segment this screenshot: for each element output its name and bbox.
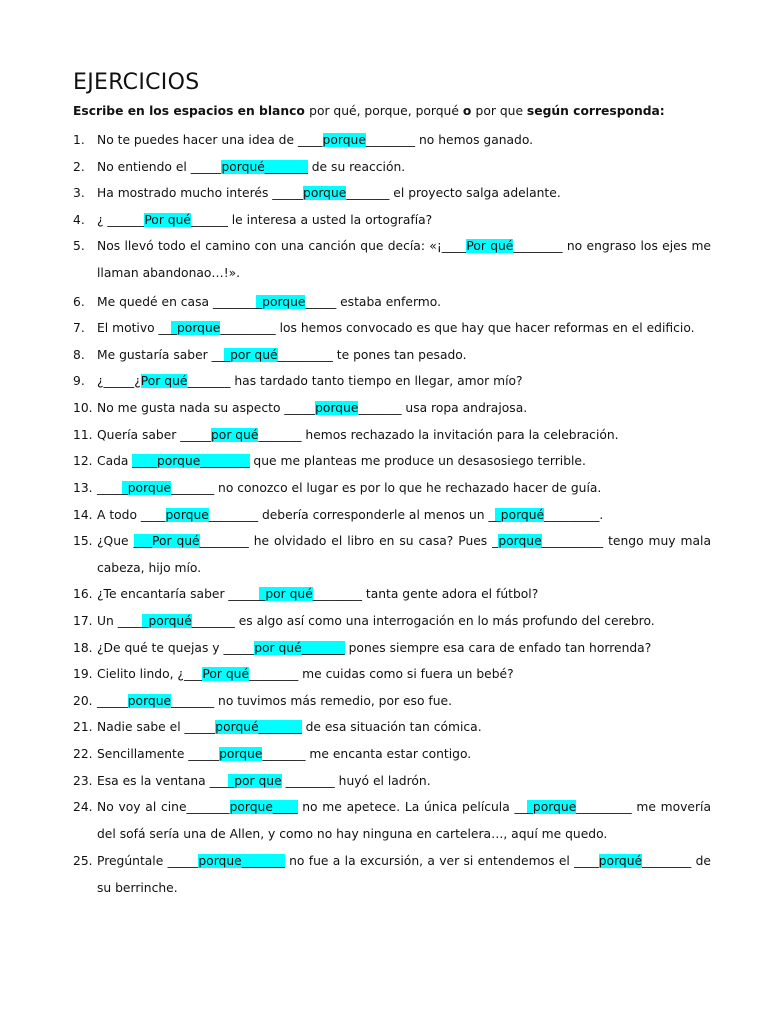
exercise-text-segment: _______ usa ropa andrajosa.: [358, 401, 528, 415]
exercise-text-segment: ¿_____¿: [97, 374, 141, 388]
exercise-text-segment: ¿Que: [97, 534, 134, 548]
exercise-text: [97, 688, 711, 715]
exercise-number: 18.: [73, 641, 93, 655]
exercise-number: 7.: [73, 321, 85, 335]
exercise-number: 24.: [73, 800, 93, 814]
exercise-text-segment: ______ le interesa a usted la ortografía?: [190, 213, 433, 227]
exercise-text: [97, 395, 711, 422]
exercise-text-segment: Me gustaría saber __: [97, 348, 224, 362]
answer-highlight: porque: [303, 186, 347, 200]
exercise-text-segment: _________ te pones tan pesado.: [277, 348, 467, 362]
exercise-number: 21.: [73, 720, 93, 734]
exercise-text-segment: A todo ____: [97, 508, 166, 522]
exercise-text: [97, 448, 711, 475]
exercise-text-segment: Quería saber _____: [97, 428, 211, 442]
exercise-text: [97, 233, 711, 286]
answer-highlight: porque: [219, 747, 263, 761]
answer-highlight: ____porque________: [132, 454, 250, 468]
exercise-text-segment: no fue a la excursión, a ver si entendemos el ____: [284, 854, 599, 868]
answer-highlight: porque_______: [198, 854, 285, 868]
exercise-item: [73, 661, 711, 688]
exercise-text: [97, 794, 711, 847]
exercise-text-segment: _______ no tuvimos más remedio, por eso fue.: [171, 694, 452, 708]
exercise-text-segment: ________ me cuidas como si fuera un bebé?: [249, 667, 514, 681]
exercise-text-segment: El motivo __: [97, 321, 171, 335]
exercise-text-segment: _________ los hemos convocado es que hay que hacer reformas en el edificio.: [220, 321, 695, 335]
exercise-text-segment: ________ de su berrinche.: [97, 854, 711, 895]
exercise-text-segment: _____: [97, 694, 128, 708]
exercise-text-segment: Esa es la ventana ___: [97, 774, 229, 788]
exercise-text: [97, 741, 711, 768]
exercise-text: [97, 207, 711, 234]
exercise-text-segment: ________ huyó el ladrón.: [281, 774, 431, 788]
exercise-item: [73, 207, 711, 234]
exercise-item: [73, 528, 711, 581]
exercise-text: [97, 368, 711, 395]
answer-highlight: _por que: [228, 774, 282, 788]
exercise-text: [97, 502, 711, 529]
answer-highlight: porqué: [598, 854, 643, 868]
exercise-text-segment: No voy al cine_______: [97, 800, 230, 814]
exercise-item: [73, 342, 711, 369]
exercise-text: [97, 475, 711, 502]
exercise-item: [73, 395, 711, 422]
exercise-item: [73, 794, 711, 847]
exercise-item: [73, 448, 711, 475]
answer-highlight: Por qué: [140, 374, 188, 388]
exercise-text-segment: ____: [97, 481, 122, 495]
exercise-item: [73, 502, 711, 529]
exercise-text: [97, 342, 711, 369]
exercise-item: [73, 688, 711, 715]
exercise-text: [97, 422, 711, 449]
exercise-text-segment: Me quedé en casa _______: [97, 295, 256, 309]
exercise-text-segment: Un ____: [97, 614, 143, 628]
instructions-part3: o: [462, 104, 476, 118]
exercise-text-segment: Ha mostrado mucho interés _____: [97, 186, 304, 200]
answer-highlight: porqué_______: [215, 720, 302, 734]
instructions-part2: por qué, porque, porqué: [309, 104, 463, 118]
exercise-text-segment: ________ he olvidado el libro en su casa? Pues _: [199, 534, 499, 548]
exercise-text-segment: _________ me movería del sofá sería una de Allen, y como no hay ninguna en cartelera…, aquí me quedo.: [97, 800, 711, 841]
exercise-number: 20.: [73, 694, 93, 708]
exercise-item: [73, 180, 711, 207]
exercise-text-segment: ____: [297, 133, 323, 147]
answer-highlight: por qué: [210, 428, 259, 442]
exercise-item: [73, 368, 711, 395]
exercise-text: [97, 180, 711, 207]
answer-highlight: por qué_______: [254, 641, 345, 655]
exercise-text-segment: ________ no engraso los ejes me llaman abandonao…!».: [97, 239, 711, 280]
answer-highlight: Por qué: [466, 239, 514, 253]
instructions-part5: según corresponda:: [526, 104, 665, 118]
exercise-text-segment: _______ es algo así como una interrogación en lo más profundo del cerebro.: [191, 614, 655, 628]
exercise-text-segment: pones siempre esa cara de enfado tan horrenda?: [344, 641, 652, 655]
exercise-item: [73, 475, 711, 502]
exercise-text: [97, 661, 711, 688]
exercise-number: 19.: [73, 667, 93, 681]
exercise-text: [97, 127, 711, 154]
exercise-number: 12.: [73, 454, 93, 468]
exercise-text: [97, 528, 711, 581]
exercise-text-segment: _____ estaba enfermo.: [305, 295, 441, 309]
exercise-item: [73, 741, 711, 768]
exercise-text-segment: ¿De qué te quejas y _____: [97, 641, 255, 655]
instructions: [73, 103, 713, 119]
exercise-text: [97, 848, 711, 901]
exercise-text-segment: Sencillamente _____: [97, 747, 220, 761]
exercise-text-segment: No te puedes hacer una idea de: [97, 133, 298, 147]
exercise-text-segment: No entiendo el _____: [97, 160, 222, 174]
answer-highlight: _porqué: [142, 614, 192, 628]
exercise-text-segment: Cada: [97, 454, 133, 468]
answer-highlight: porque: [165, 508, 209, 522]
exercise-text: [97, 714, 711, 741]
exercise-text-segment: que me planteas me produce un desasosiego terrible.: [249, 454, 586, 468]
answer-highlight: _porque: [526, 800, 577, 814]
exercise-text: [97, 154, 711, 181]
exercise-text-segment: _______ hemos rechazado la invitación para la celebración.: [258, 428, 619, 442]
exercise-text-segment: de su reacción.: [307, 160, 406, 174]
answer-highlight: _por qué: [259, 587, 313, 601]
exercise-text-segment: __________ tengo muy mala cabeza, hijo mío.: [97, 534, 711, 575]
exercise-number: 16.: [73, 587, 93, 601]
answer-highlight: ___Por qué: [133, 534, 200, 548]
exercise-number: 23.: [73, 774, 93, 788]
exercise-item: [73, 154, 711, 181]
exercise-text-segment: _______ el proyecto salga adelante.: [346, 186, 561, 200]
exercise-number: 25.: [73, 854, 93, 868]
exercise-number: 6.: [73, 295, 85, 309]
exercise-text: [97, 635, 711, 662]
exercise-number: 4.: [73, 213, 85, 227]
exercise-item: [73, 422, 711, 449]
answer-highlight: porque____: [229, 800, 298, 814]
exercise-text: [97, 289, 711, 316]
exercise-text-segment: _______ me encanta estar contigo.: [262, 747, 472, 761]
answer-highlight: porque: [127, 694, 172, 708]
answer-highlight: porque: [498, 534, 542, 548]
exercise-text-segment: ________ debería corresponderle al menos un _: [208, 508, 495, 522]
exercise-text-segment: ¿ ______: [97, 213, 145, 227]
exercise-item: [73, 315, 711, 342]
exercise-text-segment: _______ has tardado tanto tiempo en llegar, amor mío?: [187, 374, 523, 388]
exercise-item: [73, 581, 711, 608]
page-title: EJERCICIOS: [73, 70, 200, 95]
exercise-number: 9.: [73, 374, 85, 388]
exercise-text-segment: _________.: [544, 508, 604, 522]
exercise-text: [97, 315, 711, 342]
exercise-item: [73, 635, 711, 662]
exercise-text-segment: Nadie sabe el _____: [97, 720, 216, 734]
exercise-item: [73, 233, 711, 286]
answer-highlight: _porqué: [494, 508, 545, 522]
exercise-text: [97, 608, 711, 635]
exercise-text-segment: de esa situación tan cómica.: [301, 720, 482, 734]
exercise-item: [73, 848, 711, 901]
exercise-number: 17.: [73, 614, 93, 628]
exercise-number: 1.: [73, 133, 85, 147]
exercise-item: [73, 608, 711, 635]
answer-highlight: _porque: [255, 295, 306, 309]
answer-highlight: Por qué: [202, 667, 250, 681]
exercise-number: 13.: [73, 481, 93, 495]
exercise-text-segment: Nos llevó todo el camino con una canción que decía: «¡____: [97, 239, 467, 253]
exercise-item: [73, 714, 711, 741]
exercise-number: 11.: [73, 428, 93, 442]
exercise-text: [97, 768, 711, 795]
exercise-number: 8.: [73, 348, 85, 362]
instructions-part4: por que: [475, 104, 527, 118]
exercise-number: 2.: [73, 160, 85, 174]
exercise-text-segment: No me gusta nada su aspecto _____: [97, 401, 316, 415]
exercise-text: [97, 581, 711, 608]
exercise-number: 22.: [73, 747, 93, 761]
answer-highlight: Por qué: [144, 213, 191, 227]
instructions-part1: Escribe en los espacios en blanco: [73, 104, 310, 118]
answer-highlight: porque: [322, 133, 366, 147]
exercise-number: 3.: [73, 186, 85, 200]
exercise-number: 5.: [73, 239, 85, 253]
answer-highlight: _por qué: [223, 348, 278, 362]
exercise-text-segment: no me apetece. La única película __: [297, 800, 527, 814]
exercise-text-segment: ________ tanta gente adora el fútbol?: [312, 587, 539, 601]
answer-highlight: _porque: [121, 481, 172, 495]
answer-highlight: porqué_______: [221, 160, 308, 174]
exercise-item: [73, 768, 711, 795]
exercise-text-segment: _______ no conozco el lugar es por lo que he rechazado hacer de guía.: [171, 481, 602, 495]
answer-highlight: _porque: [170, 321, 221, 335]
exercise-text-segment: ________ no hemos ganado.: [365, 133, 534, 147]
answer-highlight: porque: [315, 401, 359, 415]
exercise-item: [73, 289, 711, 316]
exercise-text-segment: ¿Te encantaría saber _____: [97, 587, 260, 601]
exercise-number: 15.: [73, 534, 93, 548]
exercise-item: [73, 127, 711, 154]
exercise-text-segment: Pregúntale _____: [97, 854, 199, 868]
exercise-number: 14.: [73, 508, 93, 522]
exercise-number: 10.: [73, 401, 93, 415]
exercise-text-segment: Cielito lindo, ¿___: [97, 667, 203, 681]
